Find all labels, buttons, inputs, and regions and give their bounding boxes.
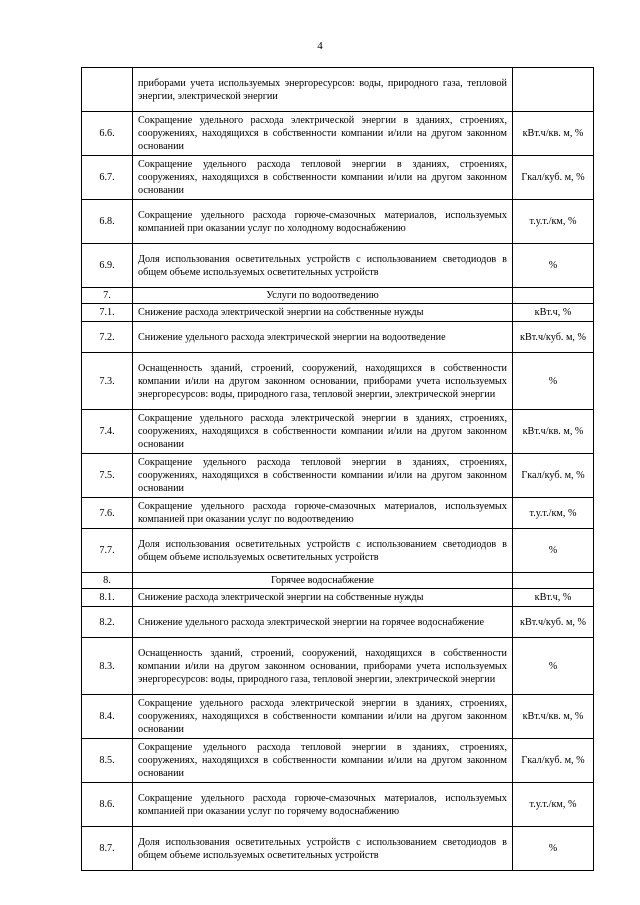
row-number: 7.3.	[82, 353, 133, 410]
row-unit: кВт.ч, %	[513, 589, 594, 607]
row-description: Сокращение удельного расхода тепловой энергии в зданиях, строениях, сооружениях, находящихся в собственности компании и/или на другом законном основании	[133, 454, 513, 498]
row-unit: %	[513, 827, 594, 871]
row-unit	[513, 68, 594, 112]
row-unit: Гкал/куб. м, %	[513, 156, 594, 200]
row-unit: кВт.ч/кв. м, %	[513, 695, 594, 739]
row-number: 7.5.	[82, 454, 133, 498]
row-unit: Гкал/куб. м, %	[513, 739, 594, 783]
row-description: Снижение расхода электрической энергии на собственные нужды	[133, 589, 513, 607]
row-number: 7.1.	[82, 304, 133, 322]
row-number: 6.7.	[82, 156, 133, 200]
row-unit: кВт.ч/кв. м, %	[513, 410, 594, 454]
row-description: Сокращение удельного расхода горюче-смазочных материалов, используемых компанией при оказании услуг по водоотведению	[133, 498, 513, 529]
table-row	[82, 410, 594, 454]
row-number: 6.6.	[82, 112, 133, 156]
row-description: Сокращение удельного расхода электрической энергии в зданиях, строениях, сооружениях, находящихся в собственности компании и/или на другом законном основании	[133, 410, 513, 454]
row-number: 8.6.	[82, 783, 133, 827]
table-row	[82, 783, 594, 827]
table-row	[82, 589, 594, 607]
row-description: Оснащенность зданий, строений, сооружений, находящихся в собственности компании и/или на другом законном основании, приборами учета используемых энергоресурсов: воды, природного газа, тепловой энергии, электрической энергии	[133, 638, 513, 695]
section-number: 7.	[82, 288, 133, 304]
table-row	[82, 112, 594, 156]
row-unit: кВт.ч, %	[513, 304, 594, 322]
row-unit: %	[513, 638, 594, 695]
row-description: Снижение удельного расхода электрической энергии на горячее водоснабжение	[133, 607, 513, 638]
row-description: Снижение расхода электрической энергии на собственные нужды	[133, 304, 513, 322]
row-number: 8.2.	[82, 607, 133, 638]
row-unit: кВт.ч/кв. м, %	[513, 112, 594, 156]
row-description: Доля использования осветительных устройств с использованием светодиодов в общем объеме используемых осветительных устройств	[133, 529, 513, 573]
table-row	[82, 353, 594, 410]
section-row	[82, 573, 594, 589]
table-row	[82, 244, 594, 288]
table-row	[82, 304, 594, 322]
row-description: Оснащенность зданий, строений, сооружений, находящихся в собственности компании и/или на другом законном основании, приборами учета используемых энергоресурсов: воды, природного газа, тепловой энергии, электрической энергии	[133, 353, 513, 410]
section-number: 8.	[82, 573, 133, 589]
row-number: 8.5.	[82, 739, 133, 783]
row-number	[82, 68, 133, 112]
row-number: 8.1.	[82, 589, 133, 607]
row-description: Сокращение удельного расхода электрической энергии в зданиях, строениях, сооружениях, находящихся в собственности компании и/или на другом законном основании	[133, 112, 513, 156]
row-number: 7.7.	[82, 529, 133, 573]
table-row	[82, 498, 594, 529]
row-number: 7.4.	[82, 410, 133, 454]
table-row	[82, 638, 594, 695]
row-unit: кВт.ч/куб. м, %	[513, 607, 594, 638]
row-number: 8.3.	[82, 638, 133, 695]
section-title: Услуги по водоотведению	[133, 288, 513, 304]
page-number: 4	[317, 40, 323, 52]
row-unit: т.у.т./км, %	[513, 783, 594, 827]
table-row	[82, 454, 594, 498]
section-unit-cell	[513, 288, 594, 304]
table-row	[82, 827, 594, 871]
row-number: 7.2.	[82, 322, 133, 353]
row-description: Сокращение удельного расхода электрической энергии в зданиях, строениях, сооружениях, находящихся в собственности компании и/или на другом законном основании	[133, 695, 513, 739]
section-unit-cell	[513, 573, 594, 589]
table-row	[82, 695, 594, 739]
row-unit: %	[513, 353, 594, 410]
row-description: Доля использования осветительных устройств с использованием светодиодов в общем объеме используемых осветительных устройств	[133, 244, 513, 288]
row-description: Сокращение удельного расхода горюче-смазочных материалов, используемых компанией при оказании услуг по горячему водоснабжению	[133, 783, 513, 827]
row-unit: %	[513, 529, 594, 573]
row-description: Снижение удельного расхода электрической энергии на водоотведение	[133, 322, 513, 353]
row-description: Доля использования осветительных устройств с использованием светодиодов в общем объеме используемых осветительных устройств	[133, 827, 513, 871]
row-number: 6.8.	[82, 200, 133, 244]
row-description: Сокращение удельного расхода тепловой энергии в зданиях, строениях, сооружениях, находящихся в собственности компании и/или на другом законном основании	[133, 156, 513, 200]
table-row	[82, 322, 594, 353]
row-unit: Гкал/куб. м, %	[513, 454, 594, 498]
row-unit: т.у.т./км, %	[513, 200, 594, 244]
row-unit: кВт.ч/куб. м, %	[513, 322, 594, 353]
table-row	[82, 200, 594, 244]
indicators-table	[81, 67, 594, 871]
row-number: 6.9.	[82, 244, 133, 288]
table-row	[82, 607, 594, 638]
row-description: Сокращение удельного расхода горюче-смазочных материалов, используемых компанией при оказании услуг по холодному водоснабжению	[133, 200, 513, 244]
row-unit: %	[513, 244, 594, 288]
table-row	[82, 739, 594, 783]
table-row	[82, 156, 594, 200]
row-unit: т.у.т./км, %	[513, 498, 594, 529]
table-row	[82, 529, 594, 573]
row-number: 7.6.	[82, 498, 133, 529]
row-description: Сокращение удельного расхода тепловой энергии в зданиях, строениях, сооружениях, находящихся в собственности компании и/или на другом законном основании	[133, 739, 513, 783]
table-row	[82, 68, 594, 112]
row-description: приборами учета используемых энергоресурсов: воды, природного газа, тепловой энергии, электрической энергии	[133, 68, 513, 112]
section-title: Горячее водоснабжение	[133, 573, 513, 589]
row-number: 8.4.	[82, 695, 133, 739]
section-row	[82, 288, 594, 304]
row-number: 8.7.	[82, 827, 133, 871]
